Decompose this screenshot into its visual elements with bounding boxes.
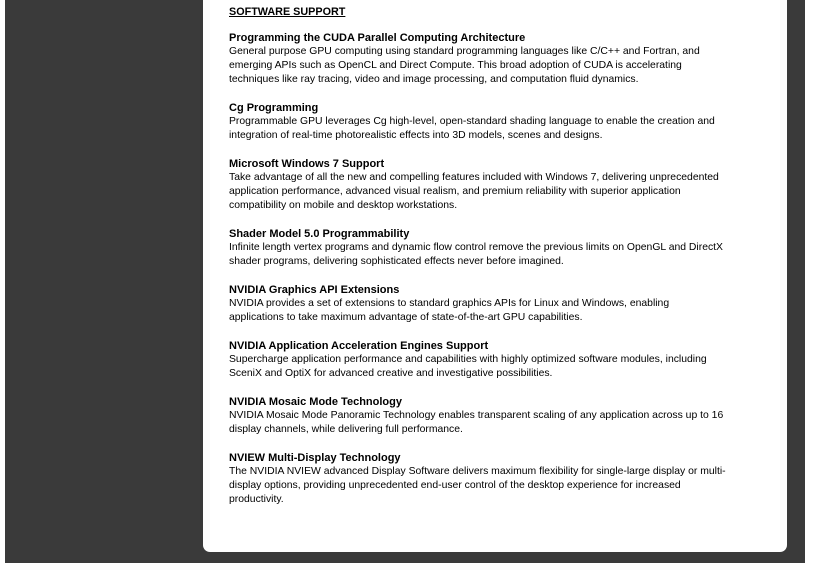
body-line: General purpose GPU computing using standard programming languages like C/C++ and Fortran, and: [229, 46, 700, 57]
section-body: [229, 241, 769, 269]
body-line: integration of real-time photorealistic effects into 3D models, scenes and designs.: [229, 130, 603, 141]
section-body: [229, 409, 769, 437]
section-body: [229, 171, 769, 213]
body-line: The NVIDIA NVIEW advanced Display Software delivers maximum flexibility for single-large display or multi-: [229, 466, 726, 477]
section-body: [229, 297, 769, 325]
body-line: Supercharge application performance and capabilities with highly optimized software modules, including: [229, 354, 707, 365]
body-line: applications to take maximum advantage of state-of-the-art GPU capabilities.: [229, 312, 583, 323]
body-line: compatibility on mobile and desktop workstations.: [229, 200, 458, 211]
section-body: [229, 45, 769, 87]
section-heading: SOFTWARE SUPPORT: [229, 6, 346, 18]
section-mosaic-mode: [229, 395, 769, 437]
section-title: Cg Programming: [229, 102, 319, 114]
section-acceleration-engines: [229, 339, 769, 381]
content-panel: [203, 0, 787, 552]
body-line: productivity.: [229, 494, 284, 505]
section-body: [229, 115, 769, 143]
section-title: NVIDIA Mosaic Mode Technology: [229, 396, 402, 408]
body-line: display channels, while delivering full performance.: [229, 424, 463, 435]
page-background: [5, 0, 805, 563]
section-title: NVIDIA Graphics API Extensions: [229, 284, 400, 296]
section-body: [229, 353, 769, 381]
body-line: techniques like ray tracing, video and image processing, and computation fluid dynamics.: [229, 74, 639, 85]
section-windows7: [229, 157, 769, 213]
section-api-extensions: [229, 283, 769, 325]
section-title: NVIDIA Application Acceleration Engines Support: [229, 340, 489, 352]
body-line: emerging APIs such as OpenCL and Direct Compute. This broad adoption of CUDA is accelerating: [229, 60, 682, 71]
section-shader-model: [229, 227, 769, 269]
section-title: Microsoft Windows 7 Support: [229, 158, 385, 170]
software-support-content: [229, 5, 769, 521]
body-line: Programmable GPU leverages Cg high-level, open-standard shading language to enable the creation and: [229, 116, 715, 127]
section-title: NVIEW Multi-Display Technology: [229, 452, 401, 464]
body-line: application performance, advanced visual realism, and premium reliability with superior application: [229, 186, 681, 197]
body-line: display options, providing unprecedented end-user control of the desktop experience for increased: [229, 480, 681, 491]
section-nview: [229, 451, 769, 507]
body-line: NVIDIA Mosaic Mode Panoramic Technology enables transparent scaling of any application across up to 16: [229, 410, 724, 421]
body-line: SceniX and OptiX for advanced creative and investigative possibilities.: [229, 368, 553, 379]
section-cg: [229, 101, 769, 143]
section-body: [229, 465, 769, 507]
body-line: Infinite length vertex programs and dynamic flow control remove the previous limits on OpenGL and DirectX: [229, 242, 723, 253]
body-line: NVIDIA provides a set of extensions to standard graphics APIs for Linux and Windows, enabling: [229, 298, 670, 309]
section-title: Shader Model 5.0 Programmability: [229, 228, 410, 240]
section-cuda: [229, 31, 769, 87]
body-line: shader programs, delivering sophisticated effects never before imagined.: [229, 256, 564, 267]
section-title: Programming the CUDA Parallel Computing Architecture: [229, 32, 526, 44]
body-line: Take advantage of all the new and compelling features included with Windows 7, delivering unprecedented: [229, 172, 719, 183]
